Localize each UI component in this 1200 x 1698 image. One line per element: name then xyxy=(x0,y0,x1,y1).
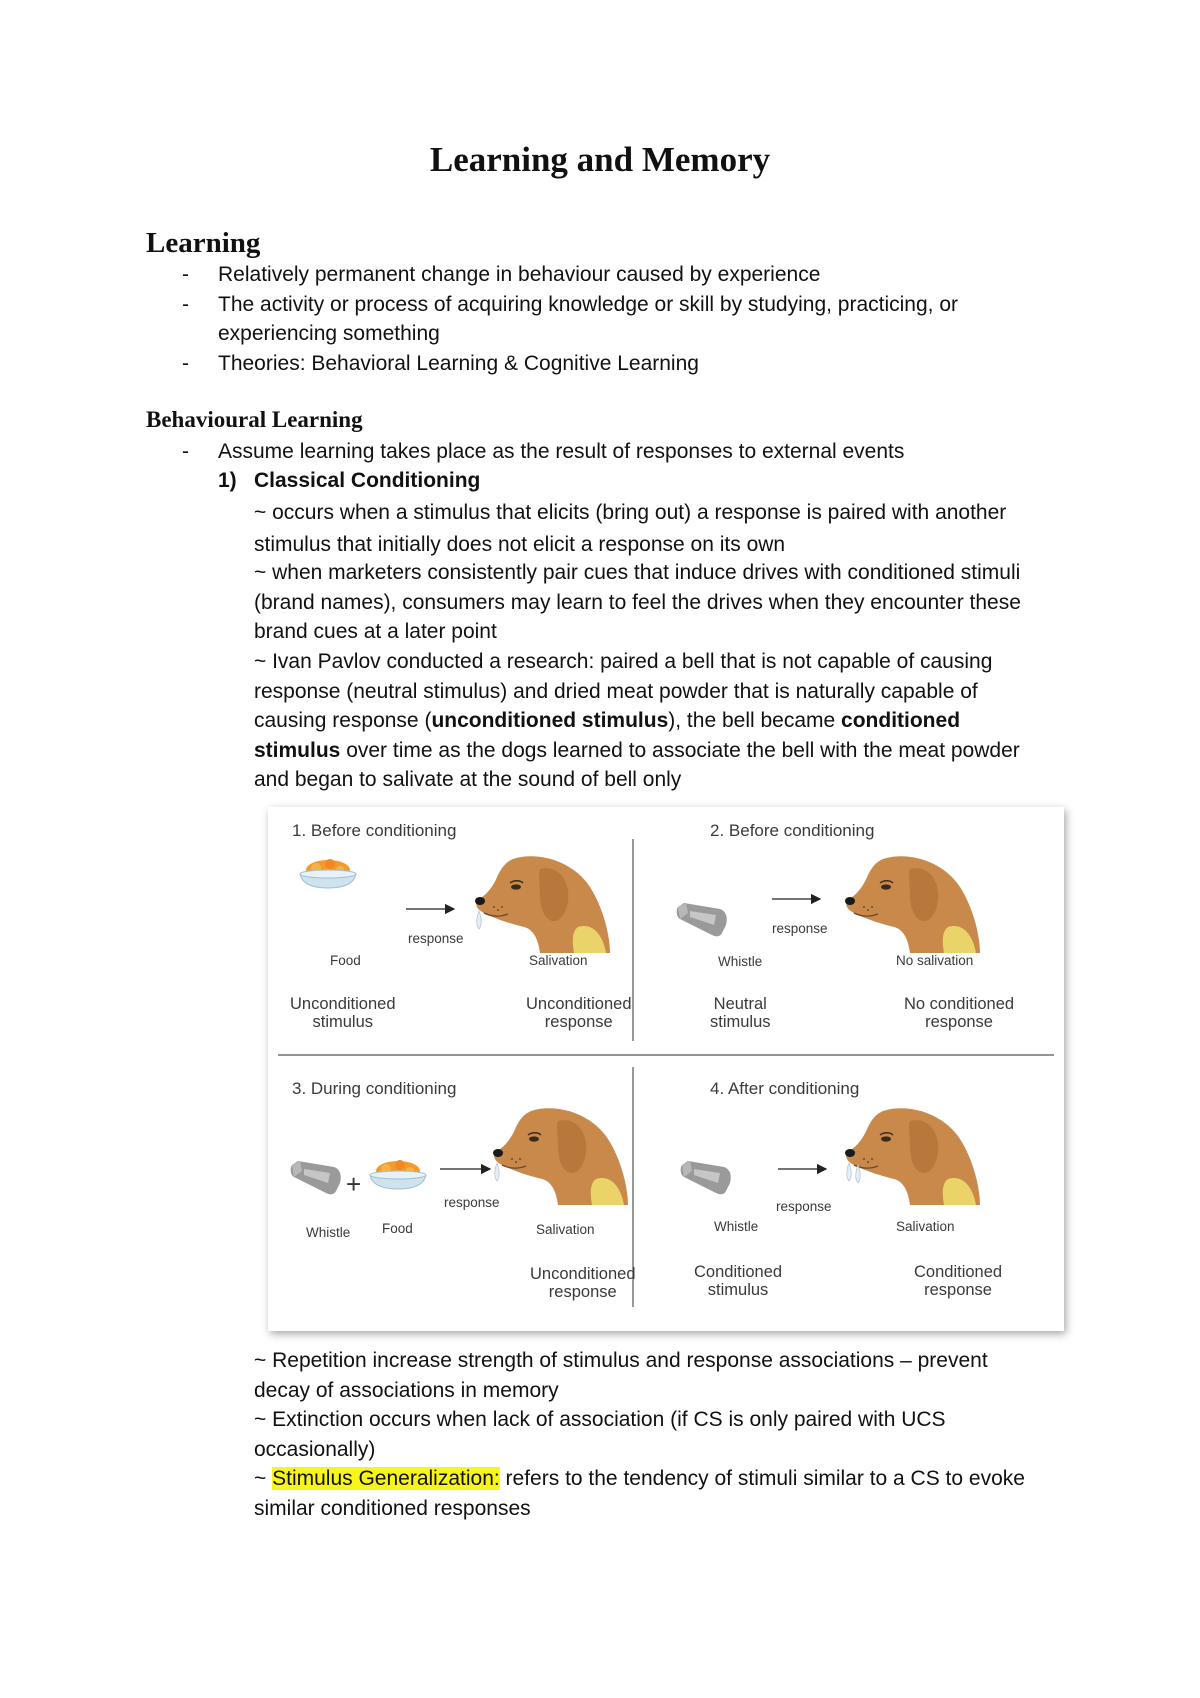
paragraph-stimulus-generalization: ~ Stimulus Generalization: refers to the tendency of stimuli similar to a CS to evoke similar conditioned responses xyxy=(254,1467,1025,1520)
panel2-arrow-label: response xyxy=(772,921,828,936)
panel4-response-item: Salivation xyxy=(896,1219,955,1234)
learning-bullet-list xyxy=(0,260,1018,378)
section-heading-behavioural-learning: Behavioural Learning xyxy=(146,407,363,432)
behavioural-bullet-list xyxy=(0,437,1018,467)
classical-conditioning-heading: 1) Classical Conditioning xyxy=(218,469,481,492)
panel1-response-type: Unconditioned response xyxy=(526,995,632,1031)
panel2-title: 2. Before conditioning xyxy=(710,821,875,840)
panel2-stimulus-item: Whistle xyxy=(718,954,763,969)
paragraph-definition: ~ occurs when a stimulus that elicits (bring out) a response is paired with another stimulus that initially does not elicit a response on its own xyxy=(254,501,1007,556)
classical-conditioning-figure xyxy=(268,807,1064,1331)
panel1-stimulus-item: Food xyxy=(330,953,361,968)
panel3-stimulus-item-2: Food xyxy=(382,1221,413,1236)
section-heading-learning: Learning xyxy=(146,227,261,259)
panel1-stimulus-type: Unconditioned stimulus xyxy=(290,995,396,1031)
paragraph-marketers: ~ when marketers consistently pair cues that induce drives with conditioned stimuli (brand names), consumers may learn to feel the drives when they encounter these brand cues at a later point xyxy=(254,561,1021,643)
panel2-response-type: No conditioned response xyxy=(904,995,1015,1031)
highlighted-term: Stimulus Generalization: xyxy=(272,1467,500,1490)
page-title: Learning and Memory xyxy=(429,140,771,179)
panel4-title: 4. After conditioning xyxy=(710,1079,860,1098)
list-item: - The activity or process of acquiring knowledge or skill by studying, practicing, or experiencing something xyxy=(182,292,959,345)
panel3-response-type: Unconditioned response xyxy=(530,1265,636,1301)
panel1-arrow-label: response xyxy=(408,931,464,946)
panel4-arrow-label: response xyxy=(776,1199,832,1214)
panel2-stimulus-type: Neutral stimulus xyxy=(710,995,771,1031)
panel3-title: 3. During conditioning xyxy=(292,1079,457,1098)
panel3-stimulus-item-1: Whistle xyxy=(306,1225,351,1240)
panel1-title: 1. Before conditioning xyxy=(292,821,457,840)
panel1-response-item: Salivation xyxy=(529,953,588,968)
list-item: - Relatively permanent change in behaviour caused by experience xyxy=(182,263,821,286)
list-item: - Assume learning takes place as the result of responses to external events xyxy=(182,440,905,463)
panel3-response-item: Salivation xyxy=(536,1222,595,1237)
panel4-stimulus-type: Conditioned stimulus xyxy=(694,1263,783,1299)
panel4-response-type: Conditioned response xyxy=(914,1263,1003,1299)
food-bowl-icon xyxy=(300,859,356,888)
paragraph-repetition: ~ Repetition increase strength of stimulus and response associations – prevent decay of associations in memory xyxy=(254,1349,988,1402)
svg-text:+: + xyxy=(346,1169,362,1199)
panel3-arrow-label: response xyxy=(444,1195,500,1210)
paragraph-extinction: ~ Extinction occurs when lack of association (if CS is only paired with UCS occasionally) xyxy=(254,1408,946,1461)
panel4-stimulus-item: Whistle xyxy=(714,1219,759,1234)
figure-drawing xyxy=(268,807,1064,1331)
panel2-response-item: No salivation xyxy=(896,953,974,968)
list-item: - Theories: Behavioral Learning & Cognitive Learning xyxy=(182,351,699,375)
paragraph-pavlov: ~ Ivan Pavlov conducted a research: paired a bell that is not capable of causing response (neutral stimulus) and dried meat powder that is naturally capable of causing response (unconditioned stimulus), the bell became conditioned stimulus over time as the dogs learned to associate the bell with the meat powder and began to salivate at the sound of bell only xyxy=(254,650,1020,791)
